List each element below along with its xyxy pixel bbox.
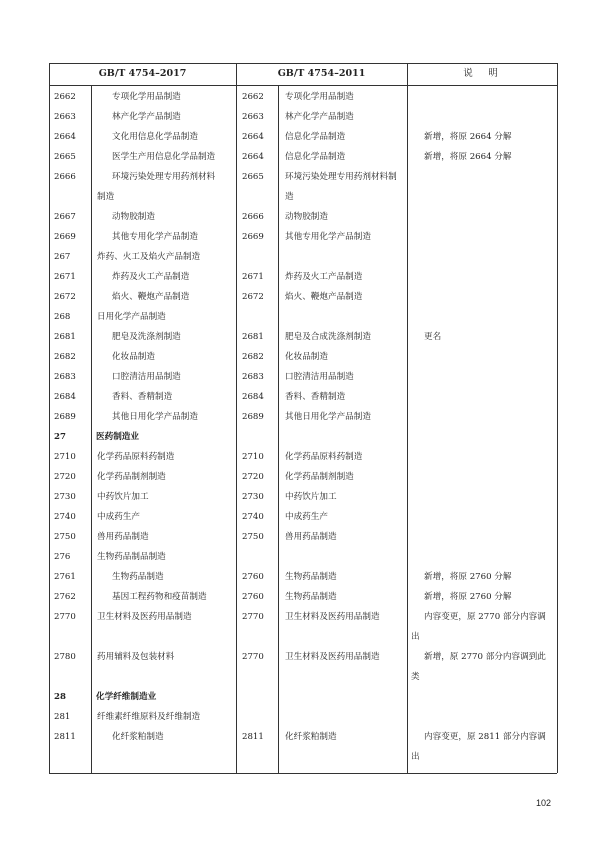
name-2011: 林产化学产品制造 xyxy=(285,112,354,122)
table-row xyxy=(49,447,557,467)
table-row xyxy=(49,287,557,307)
name-2011: 环境污染处理专用药剂材料制 xyxy=(285,172,397,182)
code-2017: 2666 xyxy=(54,172,76,182)
table-row xyxy=(49,547,557,567)
name-2011: 化纤浆粕制造 xyxy=(285,732,337,742)
table-row xyxy=(49,427,557,447)
code-2011: 2665 xyxy=(242,172,264,182)
code-2017: 281 xyxy=(54,712,71,722)
code-2017: 28 xyxy=(54,692,66,702)
name-2017: 纤维素纤维原料及纤维制造 xyxy=(97,712,201,722)
name-2011: 卫生材料及医药用品制造 xyxy=(285,652,380,662)
note-text: 新增，将原 2664 分解 xyxy=(424,132,512,142)
note-text: 新增，将原 2760 分解 xyxy=(424,572,512,582)
name-2017: 专项化学用品制造 xyxy=(112,92,181,102)
name-2017: 动物胶制造 xyxy=(112,212,155,222)
column-divider-2 xyxy=(407,63,408,773)
code-2017: 267 xyxy=(54,252,71,262)
note-text: 更名 xyxy=(424,332,442,342)
name-2011: 专项化学用品制造 xyxy=(285,92,354,102)
name-2011: 口腔清洁用品制造 xyxy=(285,372,354,382)
table-top-border xyxy=(49,63,557,64)
table-row xyxy=(49,347,557,367)
header-gbt2011: GB/T 4754–2011 xyxy=(277,68,366,79)
note-text: 新增，将原 2664 分解 xyxy=(424,152,512,162)
name-2017: 肥皂及洗涤剂制造 xyxy=(112,332,181,342)
code-2011: 2671 xyxy=(242,272,264,282)
name-2017: 日用化学产品制造 xyxy=(97,312,166,322)
table-row xyxy=(49,567,557,587)
table-row xyxy=(49,227,557,247)
name-2017: 其他日用化学产品制造 xyxy=(112,412,198,422)
header-gbt2017: GB/T 4754–2017 xyxy=(98,68,187,79)
name-2017: 医药制造业 xyxy=(96,432,139,442)
name-2017: 香料、香精制造 xyxy=(112,392,173,402)
table-row xyxy=(49,707,557,727)
table-row xyxy=(49,167,557,207)
table-row xyxy=(49,327,557,347)
table-row xyxy=(49,727,557,767)
name-2017: 生物药品制品制造 xyxy=(97,552,166,562)
code-2011: 2684 xyxy=(242,392,264,402)
code-2011: 2664 xyxy=(242,132,264,142)
note-text: 新增，原 2770 部分内容调到此 xyxy=(424,652,546,662)
code-2017: 2761 xyxy=(54,572,76,582)
table-row xyxy=(49,387,557,407)
name-2011: 化学药品制剂制造 xyxy=(285,472,354,482)
table-row xyxy=(49,607,557,647)
code-2017: 2720 xyxy=(54,472,76,482)
code-2011: 2669 xyxy=(242,232,264,242)
name-2011: 其他专用化学产品制造 xyxy=(285,232,371,242)
code-2017: 2740 xyxy=(54,512,76,522)
code-2017: 2664 xyxy=(54,132,76,142)
name-2017: 炸药、火工及焰火产品制造 xyxy=(97,252,201,262)
code-2011: 2710 xyxy=(242,452,264,462)
page-number: 102 xyxy=(536,798,552,808)
name-2017-cont: 制造 xyxy=(97,192,115,202)
name-2011: 肥皂及合成洗涤剂制造 xyxy=(285,332,371,342)
header-divider xyxy=(49,85,557,86)
table-row xyxy=(49,527,557,547)
name-2017: 化学纤维制造业 xyxy=(96,692,157,702)
table-row xyxy=(49,147,557,167)
name-2017: 化妆品制造 xyxy=(112,352,155,362)
name-2017: 药用辅料及包装材料 xyxy=(97,652,175,662)
name-2017: 化学药品原料药制造 xyxy=(97,452,175,462)
name-2017: 口腔清洁用品制造 xyxy=(112,372,181,382)
name-2011: 卫生材料及医药用品制造 xyxy=(285,612,380,622)
name-2017: 化纤浆粕制造 xyxy=(112,732,164,742)
name-2017: 焰火、鞭炮产品制造 xyxy=(112,292,190,302)
name-2017: 医学生产用信息化学品制造 xyxy=(112,152,216,162)
code-2011: 2666 xyxy=(242,212,264,222)
note-text-cont: 类 xyxy=(411,672,420,682)
code-2017: 2730 xyxy=(54,492,76,502)
table-row xyxy=(49,87,557,107)
name-2011: 中成药生产 xyxy=(285,512,328,522)
code-2017: 2684 xyxy=(54,392,76,402)
table-row xyxy=(49,107,557,127)
table-row xyxy=(49,687,557,707)
code-2011: 2770 xyxy=(242,652,264,662)
table-row xyxy=(49,487,557,507)
table-row xyxy=(49,267,557,287)
table-bottom-border xyxy=(49,773,557,774)
name-2017: 化学药品制剂制造 xyxy=(97,472,166,482)
code-2011: 2760 xyxy=(242,572,264,582)
code-2017: 268 xyxy=(54,312,71,322)
code-2017: 27 xyxy=(54,432,66,442)
name-2011: 中药饮片加工 xyxy=(285,492,337,502)
code-2017: 2671 xyxy=(54,272,76,282)
code-2017: 2662 xyxy=(54,92,76,102)
name-2017: 炸药及火工产品制造 xyxy=(112,272,190,282)
code-2017: 2710 xyxy=(54,452,76,462)
name-2011: 炸药及火工产品制造 xyxy=(285,272,363,282)
code-2011: 2720 xyxy=(242,472,264,482)
note-text: 内容变更，原 2811 部分内容调 xyxy=(424,732,546,742)
column-divider-code2 xyxy=(278,85,279,773)
code-2011: 2760 xyxy=(242,592,264,602)
code-2011: 2681 xyxy=(242,332,264,342)
name-2017: 其他专用化学产品制造 xyxy=(112,232,198,242)
name-2011: 兽用药品制造 xyxy=(285,532,337,542)
table-right-border xyxy=(557,63,558,773)
code-2011: 2663 xyxy=(242,112,264,122)
name-2017: 文化用信息化学品制造 xyxy=(112,132,198,142)
table-row xyxy=(49,207,557,227)
comparison-table xyxy=(49,63,557,773)
code-2017: 2780 xyxy=(54,652,76,662)
code-2017: 2663 xyxy=(54,112,76,122)
note-text-cont: 出 xyxy=(411,752,420,762)
name-2011: 其他日用化学产品制造 xyxy=(285,412,371,422)
code-2011: 2730 xyxy=(242,492,264,502)
code-2017: 2681 xyxy=(54,332,76,342)
code-2011: 2811 xyxy=(242,732,264,742)
column-divider-1 xyxy=(236,63,237,773)
name-2011: 信息化学品制造 xyxy=(285,152,346,162)
code-2017: 2750 xyxy=(54,532,76,542)
column-divider-code1 xyxy=(91,85,92,773)
code-2017: 2667 xyxy=(54,212,76,222)
code-2011: 2740 xyxy=(242,512,264,522)
table-row xyxy=(49,507,557,527)
code-2011: 2664 xyxy=(242,152,264,162)
name-2011: 香料、香精制造 xyxy=(285,392,346,402)
name-2011-cont: 造 xyxy=(285,192,294,202)
note-text-cont: 出 xyxy=(411,632,420,642)
name-2011: 化学药品原料药制造 xyxy=(285,452,363,462)
table-row xyxy=(49,647,557,687)
table-row xyxy=(49,587,557,607)
table-row xyxy=(49,307,557,327)
code-2017: 276 xyxy=(54,552,71,562)
name-2017: 卫生材料及医药用品制造 xyxy=(97,612,192,622)
code-2011: 2682 xyxy=(242,352,264,362)
table-row xyxy=(49,407,557,427)
code-2011: 2770 xyxy=(242,612,264,622)
name-2017: 中成药生产 xyxy=(97,512,140,522)
name-2011: 生物药品制造 xyxy=(285,572,337,582)
code-2017: 2762 xyxy=(54,592,76,602)
code-2011: 2662 xyxy=(242,92,264,102)
table-row xyxy=(49,127,557,147)
name-2017: 基因工程药物和疫苗制造 xyxy=(112,592,207,602)
table-row xyxy=(49,467,557,487)
code-2017: 2683 xyxy=(54,372,76,382)
code-2017: 2672 xyxy=(54,292,76,302)
name-2017: 林产化学产品制造 xyxy=(112,112,181,122)
header-notes: 说 明 xyxy=(463,68,501,79)
name-2017: 环境污染处理专用药剂材料 xyxy=(112,172,216,182)
code-2017: 2665 xyxy=(54,152,76,162)
name-2017: 生物药品制造 xyxy=(112,572,164,582)
code-2017: 2770 xyxy=(54,612,76,622)
code-2011: 2683 xyxy=(242,372,264,382)
note-text: 新增，将原 2760 分解 xyxy=(424,592,512,602)
code-2011: 2672 xyxy=(242,292,264,302)
name-2011: 信息化学品制造 xyxy=(285,132,346,142)
code-2011: 2750 xyxy=(242,532,264,542)
table-row xyxy=(49,247,557,267)
name-2011: 化妆品制造 xyxy=(285,352,328,362)
code-2011: 2689 xyxy=(242,412,264,422)
code-2017: 2689 xyxy=(54,412,76,422)
name-2011: 动物胶制造 xyxy=(285,212,328,222)
name-2017: 中药饮片加工 xyxy=(97,492,149,502)
name-2011: 焰火、鞭炮产品制造 xyxy=(285,292,363,302)
code-2017: 2669 xyxy=(54,232,76,242)
code-2017: 2682 xyxy=(54,352,76,362)
code-2017: 2811 xyxy=(54,732,76,742)
name-2011: 生物药品制造 xyxy=(285,592,337,602)
name-2017: 兽用药品制造 xyxy=(97,532,149,542)
table-row xyxy=(49,367,557,387)
note-text: 内容变更，原 2770 部分内容调 xyxy=(424,612,546,622)
table-left-border xyxy=(49,63,50,773)
